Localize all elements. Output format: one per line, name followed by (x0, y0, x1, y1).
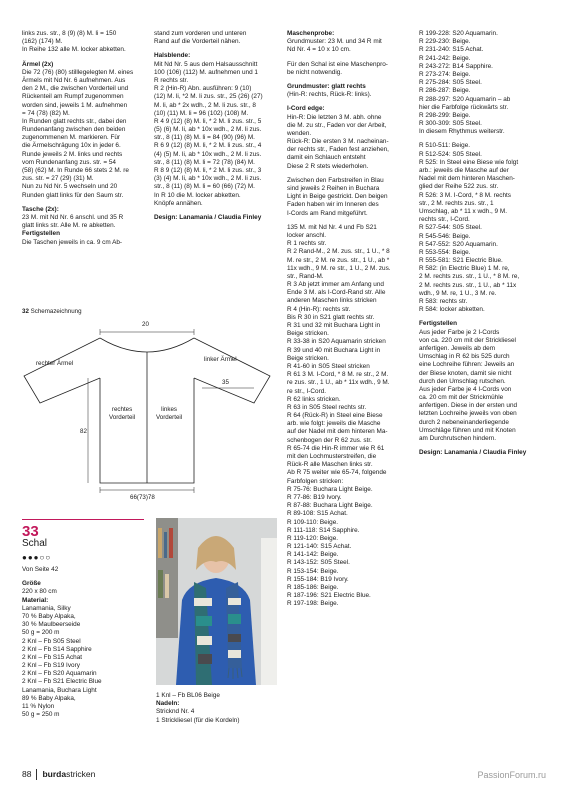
text-line: Grundmuster: 23 M. und 34 R mit (287, 38, 382, 46)
text-line: R 39 und 40 mit Buchara Light in (287, 346, 381, 354)
footer-divider (36, 769, 37, 780)
text-line: R 584: locker abketten. (419, 306, 485, 314)
text-line: Lanamania, Buchara Light (22, 686, 97, 694)
section-heading: Material: (22, 596, 49, 604)
text-line: Die 72 (76) (80) stilllegelegten M. eines (22, 68, 134, 76)
section-heading: Design: Lanamania / Claudia Finley (154, 213, 262, 221)
text-line: R 63 in S05 Steel rechts str. (287, 403, 367, 411)
text-line: (162) (174) M. (22, 38, 63, 46)
scarf-photo (156, 518, 277, 685)
section-heading: Halsblende: (154, 52, 191, 60)
text-line: R 62 links stricken. (287, 395, 341, 403)
text-line: schenbogen der R 62 zus. str. (287, 436, 372, 444)
text-line: Beige stricken. (287, 354, 329, 362)
text-line: 50 g = 250 m (22, 711, 60, 719)
schematic-caption: 32 Schemazeichnung (22, 308, 82, 315)
text-line: R 2 Rand-M., 2 M. zus. str., 1 U., * 8 (287, 248, 390, 256)
section-heading: I-Cord edge: (287, 105, 325, 113)
text-line: R 111-118: S14 Sapphire. (287, 526, 360, 534)
text-line: Die Taschen jeweils in ca. 9 cm Ab- (22, 238, 123, 246)
difficulty-rating: ●●●○○ (22, 553, 52, 562)
schematic-svg (22, 308, 277, 508)
section-heading: Ärmel (2x) (22, 60, 54, 68)
text-line: 1 Knl – Fb BL06 Beige (156, 692, 220, 699)
page-footer (22, 769, 95, 780)
text-line: (58) (62) M. In Runde 66 stets 2 M. re (22, 167, 129, 174)
text-line: Aus jeder Farbe je 2 I-Cords (419, 328, 500, 336)
text-line: (5) (6) M. li, ab * 10x wdh., 2 M. li zus. (154, 126, 262, 134)
text-line: R 243-272: B14 Sapphire. (419, 62, 493, 70)
text-line: Ende 3 M. als I-Cord-Rand str. Alle (287, 289, 386, 297)
text-line: M. re str., 2 M. re zus. str., 1 U., ab * (287, 256, 390, 264)
text-line: vom Rundenanfang zus. str. = 54 (22, 158, 116, 166)
text-line: ca. 20 cm mit der Strickmühle (419, 394, 504, 402)
text-line: R 512-524: S05 Steel. (419, 150, 482, 158)
pattern-number: 33 (22, 523, 39, 540)
text-line: R 197-198: Beige. (287, 600, 339, 608)
section-heading: Größe (22, 580, 41, 588)
text-line: am Durchrutschen hindern. (419, 435, 497, 442)
text-line: Runden glatt links für den Saum str. (22, 191, 124, 199)
text-line: Beige stricken. (287, 330, 329, 338)
text-line: letzten Lochreihe jeweils von oben (419, 410, 517, 418)
text-line: 2 Knl – Fb S20 Aquamarin (22, 670, 97, 678)
text-line: eine Lochreihe führen: Jeweils an (419, 361, 515, 369)
column-3 (287, 30, 405, 609)
text-line: R 527-544: S05 Steel. (419, 224, 482, 232)
text-line: Diese 2 R stets wiederholen. (287, 162, 369, 170)
text-line: str., 2 M. rechts zus. str., 1 (419, 199, 494, 207)
text-line: 23 M. mit Nd Nr. 6 anschl. und 35 R (22, 213, 124, 221)
column-4 (419, 30, 547, 457)
text-line: R 241-242: Beige. (419, 54, 471, 62)
text-line: links zus. str., 8 (9) (8) M. li = 150 (22, 30, 117, 37)
schematic-drawing (22, 308, 277, 508)
text-line: Ab R 75 weiter wie 65-74, folgende (287, 469, 387, 477)
text-line: wenden. (287, 129, 312, 137)
text-line: von ca. 220 cm mit der Strickliesel (419, 336, 516, 344)
text-line: R 187-196: S21 Electric Blue. (287, 592, 371, 600)
text-line: R 3 Ab jetzt immer am Anfang und (287, 281, 384, 289)
text-line: (10) (11) M. li = 96 (102) (108) M. (154, 109, 249, 117)
text-line: 1 Strickliesel (für die Kordeln) (156, 716, 240, 724)
text-line: R 77-86: B19 Ivory. (287, 493, 342, 501)
text-line: hier die Farbfolge rückwärts str. (419, 103, 509, 111)
text-line: Rand auf die Vorderteil nähen. (154, 38, 241, 46)
text-line: R 109-110: Beige. (287, 518, 339, 526)
text-line: str., Rand-M. (287, 272, 324, 280)
text-line: mit den Lochmusterstreifen, die (287, 453, 377, 460)
dim-height: 82 (80, 428, 87, 435)
text-line: durch 2 nebeneinanderliegende (419, 418, 509, 426)
pattern-details (22, 566, 144, 719)
text-line: R 555-581: S21 Electric Blue. (419, 257, 503, 265)
text-line: R rechts str. (154, 76, 189, 84)
text-line: arb.: jeweils die Masche auf der (419, 167, 509, 174)
text-line: Rück-R alle Maschen links str. (287, 461, 373, 469)
text-line: (Hin-R: rechts, Rück-R: links). (287, 91, 372, 99)
text-line: R 229-230: Beige. (419, 38, 471, 46)
text-line: str., 8 (11) (8) M. li = 84 (90) (96) M. (154, 134, 255, 142)
text-line: R 31 und 32 mit Buchara Light in (287, 322, 381, 329)
text-line: R 510-511: Beige. (419, 142, 471, 150)
text-line: In Reihe 132 alle M. locker abketten. (22, 46, 126, 54)
text-line: R 300-309: S05 Steel. (419, 120, 482, 128)
text-line: re str., I-Cord. (287, 387, 327, 395)
text-line: 2 M. rechts zus. str., 1 U., ab * 11x (419, 281, 517, 289)
text-line: sind jeweils 2 Reihen in Buchara (287, 185, 380, 192)
text-line: R 8 9 (12) (8) M. li, * 2 M. li zus. str., 3 (154, 167, 262, 174)
text-line: Umschlag, ab * 11 x wdh., 9 M. (419, 207, 507, 215)
text-line: Rück-R: Die ersten 3 M. nacheinan- (287, 138, 389, 146)
text-line: Ärmels mit Nd Nr. 6 aufnehmen. Aus (22, 76, 126, 84)
text-line: I-Cords am Rand mitgeführt. (287, 209, 368, 217)
section-heading: Fertigstellen (22, 230, 60, 238)
text-line: glied der Reihe 522 zus. str. (419, 183, 499, 191)
text-line: Lanamania, Silky (22, 604, 71, 612)
text-line: rechts str., I-Cord. (419, 216, 470, 224)
text-line: 2 M. rechts zus. str., 1 U., * 8 M. re, (419, 273, 520, 281)
magazine-name-rest: stricken (66, 769, 96, 779)
text-line: (4) (5) M. li, ab * 10x wdh., 2 M. li zus. (154, 150, 262, 158)
text-line: 220 x 80 cm (22, 588, 57, 596)
text-line: 2 Knl – Fb S21 Electric Blue (22, 678, 102, 686)
text-line: Aus jeder Farbe je 4 I-Cords von (419, 385, 512, 393)
text-line: R 2 (Hin-R) Abn. ausführen: 9 (10) (154, 85, 252, 93)
pattern-name: Schal (22, 538, 48, 549)
text-line: auf der Nadel mit dem hinteren Ma- (287, 428, 388, 436)
text-line: Knöpfe annähen. (154, 199, 203, 207)
text-line: wdh., 9 M. re, 1 U., 3 M. re. (419, 289, 497, 297)
text-line: In Runden glatt rechts str., dabei den (22, 117, 127, 125)
text-line: In R 10 die M. locker abketten. (154, 191, 241, 199)
text-line: anfertigen. Jeweils ab dem (419, 344, 496, 352)
watermark: PassionForum.ru (477, 770, 546, 780)
label-left-front: linkes Vorderteil (156, 406, 183, 421)
text-line: Mit Nd Nr. 5 aus dem Halsausschnitt (154, 60, 258, 68)
text-line: (3) (4) M. li, ab * 10x wdh., 2 M. li zus. (154, 175, 262, 183)
text-line: = 74 (78) (82) M. (22, 109, 70, 117)
text-line: Nun zu Nd Nr. 5 wechseln und 20 (22, 183, 118, 191)
page-reference: Von Seite 42 (22, 566, 59, 573)
text-line: Bis R 30 in S21 glatt rechts str. (287, 313, 375, 321)
text-line: anfertigen. Diese in der ersten und (419, 402, 518, 410)
text-line: R 4 9 (12) (8) M. li, * 2 M. li zus. str., 5 (154, 117, 262, 125)
dim-width: 66(73)78 (130, 494, 155, 501)
text-line: R 87-88: Buchara Light Beige. (287, 502, 373, 510)
label-right-sleeve: rechter Ärmel (36, 360, 74, 367)
text-line: Faden haben wir im Inneren des (287, 201, 379, 209)
text-line: R 275-284: S05 Steel. (419, 79, 482, 87)
section-heading: Grundmuster: glatt rechts (287, 82, 366, 90)
text-line: anderen Maschen links stricken (287, 297, 377, 305)
text-line: Hin-R: Die letzten 3 M. abh. ohne (287, 113, 382, 121)
text-line: R 33-38 in S20 Aquamarin stricken (287, 338, 386, 346)
text-line: Rundenanfang zwischen den beiden (22, 126, 126, 134)
text-line: Rückenteil am Rumpf zugenommen (22, 93, 124, 101)
text-line: R 231-240: S15 Achat. (419, 46, 484, 54)
text-line: Nd Nr. 4 = 10 x 10 cm. (287, 46, 351, 54)
text-line: zus. str. = 27 (29) (31) M. (22, 175, 94, 183)
materials-continued (156, 692, 278, 725)
dim-top: 20 (142, 321, 149, 328)
text-line: R 143-152: S05 Steel. (287, 559, 350, 567)
text-line: 70 % Baby Alpaka, (22, 612, 76, 620)
text-line: locker anschl. (287, 231, 327, 239)
text-line: Nadel mit dem hinteren Maschen- (419, 175, 515, 183)
dim-sleeve: 35 (222, 379, 229, 386)
text-line: 100 (106) (112) M. aufnehmen und 1 (154, 68, 258, 76)
text-line: 30 % Maulbeerseide (22, 621, 81, 629)
magazine-name-bold: burda (42, 769, 67, 779)
text-line: zugenommenen M. markieren. Für (22, 134, 121, 142)
text-line: Zwischen den Farbstreifen in Blau (287, 176, 384, 184)
text-line: den 2 M., die zwischen Vorderteil und (22, 85, 129, 93)
text-line: R 121-140: S15 Achat. (287, 543, 352, 551)
text-line: arb. wie folgt: jeweils die Masche (287, 420, 381, 428)
column-2 (154, 30, 272, 222)
text-line: R 41-60 in S05 Steel stricken (287, 362, 370, 370)
text-line: R 583: rechts str. (419, 298, 468, 305)
text-line: R 61 3 M. I-Cord, * 8 M. re str., 2 M. (287, 371, 389, 379)
section-heading: Nadeln: (156, 700, 180, 708)
text-line: Light in Beige gestrickt. Den beigen (287, 193, 388, 201)
text-line: R 155-184: B19 Ivory. (287, 575, 349, 583)
text-line: In diesem Rhythmus weiterstr. (419, 128, 505, 136)
text-line: (12) M. li, *2 M. li zus. str., 25 (26) (27) (154, 93, 263, 101)
text-line: R 547-552: S20 Aquamarin. (419, 240, 498, 248)
text-line: Für den Schal ist eine Maschenpro- (287, 60, 388, 68)
text-line: 89 % Baby Alpaka, (22, 694, 76, 702)
text-line: 2 Knl – Fb S15 Achat (22, 653, 83, 661)
section-heading: Tasche (2x): (22, 205, 59, 213)
text-line: die M. zu str., Faden vor der Arbeit, (287, 121, 387, 129)
text-line: 11 % Nylon (22, 703, 55, 710)
label-left-sleeve: linker Ärmel (204, 356, 237, 363)
section-heading: Design: Lanamania / Claudia Finley (419, 449, 527, 457)
text-line: be nicht notwendig. (287, 68, 343, 76)
text-line: Farbfolgen stricken: (287, 477, 344, 485)
text-line: der rechts str., Faden fest anziehen, (287, 146, 389, 154)
text-line: R 582: (in Electric Blue) 1 M. re, (419, 265, 510, 273)
text-line: R 545-546: Beige. (419, 232, 471, 240)
text-line: 11x wdh., 9 M. re str., 1 U., 2 M. zus. (287, 264, 391, 272)
label-right-front: rechtes Vorderteil (109, 406, 136, 421)
text-line: str., 8 (11) (8) M. li = 60 (66) (72) M. (154, 183, 255, 191)
text-line: R 288-297: S20 Aquamarin – ab (419, 95, 511, 103)
text-line: re zus. str., 1 U., ab * 11x wdh., 9 M. (287, 379, 390, 387)
text-line: R 6 9 (12) (8) M. li, * 2 M. li zus. str., 4 (154, 142, 262, 150)
section-heading: Maschenprobe: (287, 30, 335, 37)
section-heading: Fertigstellen (419, 320, 457, 328)
text-line: stand zum vorderen und unteren (154, 30, 247, 37)
text-line: R 75-76: Buchara Light Beige. (287, 485, 373, 493)
text-line: R 153-154: Beige. (287, 567, 339, 575)
text-line: R 273-274: Beige. (419, 70, 471, 78)
text-line: R 525: In Steel eine Biese wie folgt (419, 158, 519, 166)
text-line: R 185-186: Beige. (287, 584, 339, 591)
text-line: 2 Knl – Fb S14 Sapphire (22, 645, 92, 653)
text-line: R 65-74 die Hin-R immer wie R 61 (287, 444, 385, 452)
text-line: Umschlag in R 62 bis 525 durch (419, 353, 510, 361)
column-1 (22, 30, 144, 247)
text-line: Runde jeweils 2 M. links und rechts (22, 150, 123, 158)
text-line: str., 8 (11) (8) M. li = 72 (78) (84) M. (154, 158, 255, 166)
text-line: R 4 (Hin-R): rechts str. (287, 305, 351, 313)
text-line: R 526: 3 M. I-Cord, * 8 M. rechts (419, 191, 511, 199)
text-line: die Ärmelschrägung 10x in jeder 6. (22, 142, 121, 150)
text-line: R 199-228: S20 Aquamarin. (419, 30, 498, 37)
text-line: der Biese knoten, damit sie nicht (419, 369, 512, 377)
text-line: durch den Umschlag rutschen. (419, 377, 506, 385)
text-line: R 1 rechts str. (287, 240, 327, 248)
text-line: R 553-554: Beige. (419, 248, 471, 256)
text-line: 135 M. mit Nd Nr. 4 und Fb S21 (287, 223, 377, 231)
page-number: 88 (22, 769, 32, 779)
text-line: R 119-120: Beige. (287, 534, 339, 542)
text-line: R 141-142: Beige. (287, 551, 339, 559)
text-line: R 286-287: Beige. (419, 87, 471, 95)
text-line: Stricknd Nr. 4 (156, 708, 195, 716)
text-line: M. li, ab * 2x wdh., 2 M. li zus. str., 8 (154, 101, 256, 109)
text-line: R 89-108: S15 Achat. (287, 510, 348, 518)
text-line: damit ein Schlauch entsteht (287, 154, 366, 162)
text-line: Umschläge führen und mit Knoten (419, 426, 516, 434)
text-line: 50 g = 200 m (22, 629, 60, 637)
text-line: worden sind, jeweils 1 M. aufnehmen (22, 101, 128, 109)
text-line: 2 Knl – Fb S19 Ivory (22, 662, 80, 670)
text-line: R 64 (Rück-R) in Steel eine Biese (287, 412, 383, 420)
pattern-divider (22, 519, 144, 520)
text-line: 2 Knl – Fb S05 Steel (22, 637, 81, 645)
text-line: R 298-299: Beige. (419, 111, 471, 119)
text-line: glatt links str. Alle M. re abketten. (22, 222, 116, 230)
